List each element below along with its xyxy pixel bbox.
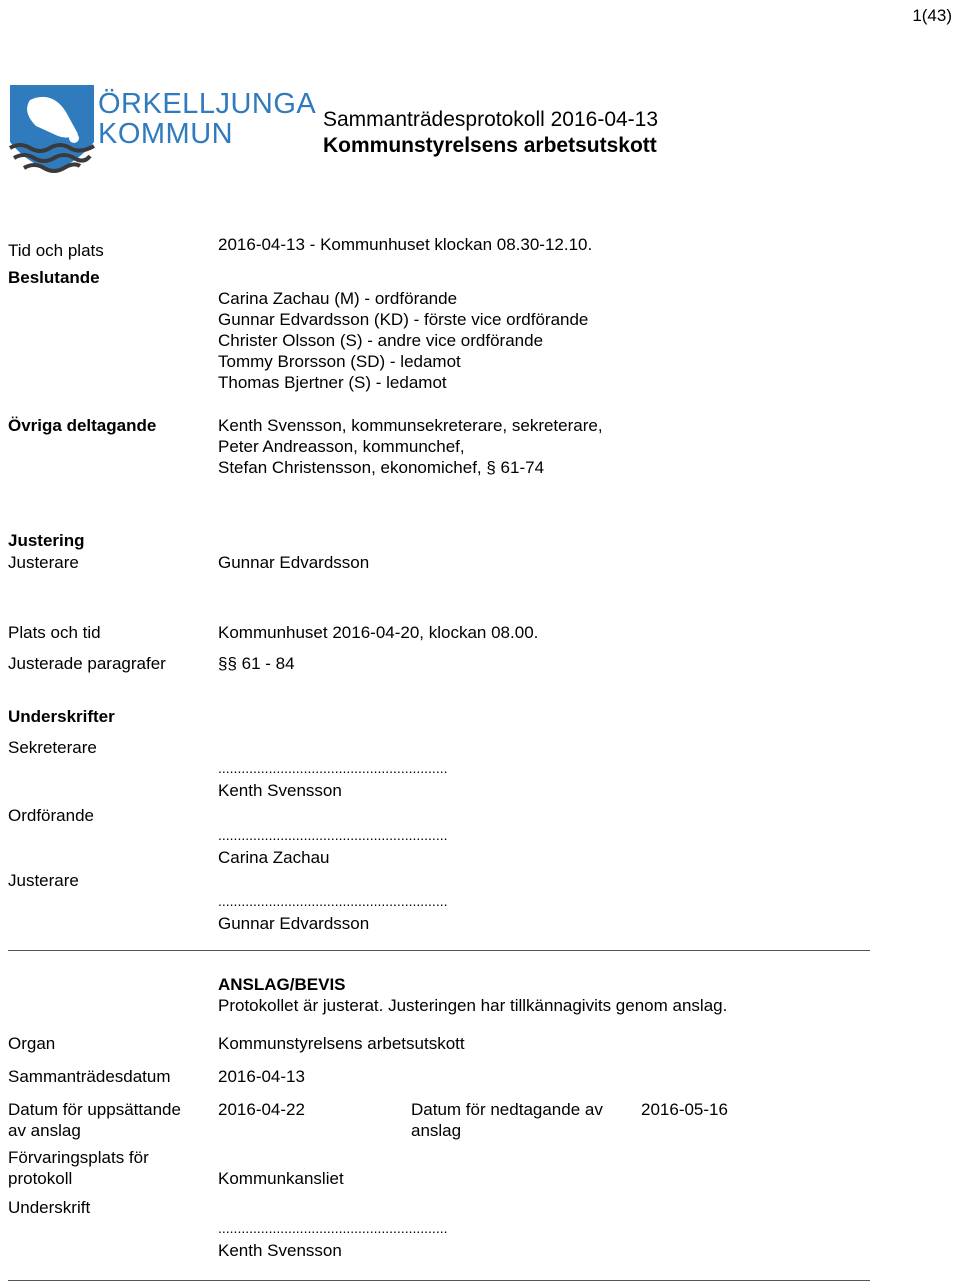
- meeting-date-label: Sammanträdesdatum: [8, 1067, 171, 1086]
- adjustment-heading: Justering: [8, 531, 85, 550]
- signatures-heading: Underskrifter: [8, 707, 115, 726]
- signature-line: ...........................................................: [218, 1220, 448, 1236]
- decider-item: Thomas Bjertner (S) - ledamot: [218, 373, 447, 392]
- chair-name: Carina Zachau: [218, 848, 330, 867]
- municipality-logo: [8, 82, 317, 186]
- deciders-label: Beslutande: [8, 268, 100, 287]
- adjuster-label: Justerare: [8, 553, 79, 572]
- meeting-date-value: 2016-04-13: [218, 1067, 305, 1086]
- decider-item: Carina Zachau (M) - ordförande: [218, 289, 458, 308]
- adjuster-name: Gunnar Edvardsson: [218, 914, 370, 933]
- page-number: 1(43): [912, 6, 952, 25]
- posting-date-label: av anslag: [8, 1121, 81, 1140]
- other-participant: Kenth Svensson, kommunsekreterare, sekreterare,: [218, 416, 603, 435]
- posting-date-value: 2016-04-22: [218, 1100, 305, 1119]
- place-time-label: Plats och tid: [8, 623, 101, 642]
- organ-value: Kommunstyrelsens arbetsutskott: [218, 1034, 465, 1053]
- paragraphs-value: §§ 61 - 84: [218, 654, 295, 673]
- logo-text-line1: ÖRKELLJUNGA: [98, 88, 317, 120]
- logo-text-line2: KOMMUN: [98, 118, 234, 150]
- removal-date-label: Datum för nedtagande av: [411, 1100, 603, 1119]
- removal-date-value: 2016-05-16: [641, 1100, 728, 1119]
- decider-item: Tommy Brorsson (SD) - ledamot: [218, 352, 461, 371]
- adjuster-value: Gunnar Edvardsson: [218, 553, 370, 572]
- removal-date-label: anslag: [411, 1121, 462, 1140]
- sign-adjuster-label: Justerare: [8, 871, 79, 890]
- notice-heading: ANSLAG/BEVIS: [218, 975, 346, 994]
- secretary-name: Kenth Svensson: [218, 781, 342, 800]
- signature-line: ...........................................................: [218, 893, 448, 909]
- document-title: Sammanträdesprotokoll 2016-04-13: [323, 108, 659, 131]
- signature-name: Kenth Svensson: [218, 1241, 342, 1260]
- signature-line: ...........................................................: [218, 760, 448, 776]
- document-subtitle: Kommunstyrelsens arbetsutskott: [323, 134, 657, 157]
- storage-value: Kommunkansliet: [218, 1169, 344, 1188]
- secretary-label: Sekreterare: [8, 738, 97, 757]
- other-participant: Peter Andreasson, kommunchef,: [218, 437, 465, 456]
- place-time-value: Kommunhuset 2016-04-20, klockan 08.00.: [218, 623, 539, 642]
- decider-item: Christer Olsson (S) - andre vice ordförande: [218, 331, 544, 350]
- storage-label: Förvaringsplats för: [8, 1148, 149, 1167]
- time-place-value: 2016-04-13 - Kommunhuset klockan 08.30-12.10.: [218, 235, 593, 254]
- chair-label: Ordförande: [8, 806, 94, 825]
- divider: [8, 950, 870, 951]
- notice-text: Protokollet är justerat. Justeringen har tillkännagivits genom anslag.: [218, 996, 728, 1015]
- organ-label: Organ: [8, 1034, 56, 1053]
- decider-item: Gunnar Edvardsson (KD) - förste vice ordförande: [218, 310, 589, 329]
- signature-label: Underskrift: [8, 1198, 91, 1217]
- time-place-label: Tid och plats: [8, 241, 104, 260]
- posting-date-label: Datum för uppsättande: [8, 1100, 181, 1119]
- signature-line: ...........................................................: [218, 827, 448, 843]
- storage-label: protokoll: [8, 1169, 73, 1188]
- bottom-divider: [8, 1280, 870, 1281]
- other-participant: Stefan Christensson, ekonomichef, § 61-74: [218, 458, 545, 477]
- others-label: Övriga deltagande: [8, 416, 157, 435]
- paragraphs-label: Justerade paragrafer: [8, 654, 166, 673]
